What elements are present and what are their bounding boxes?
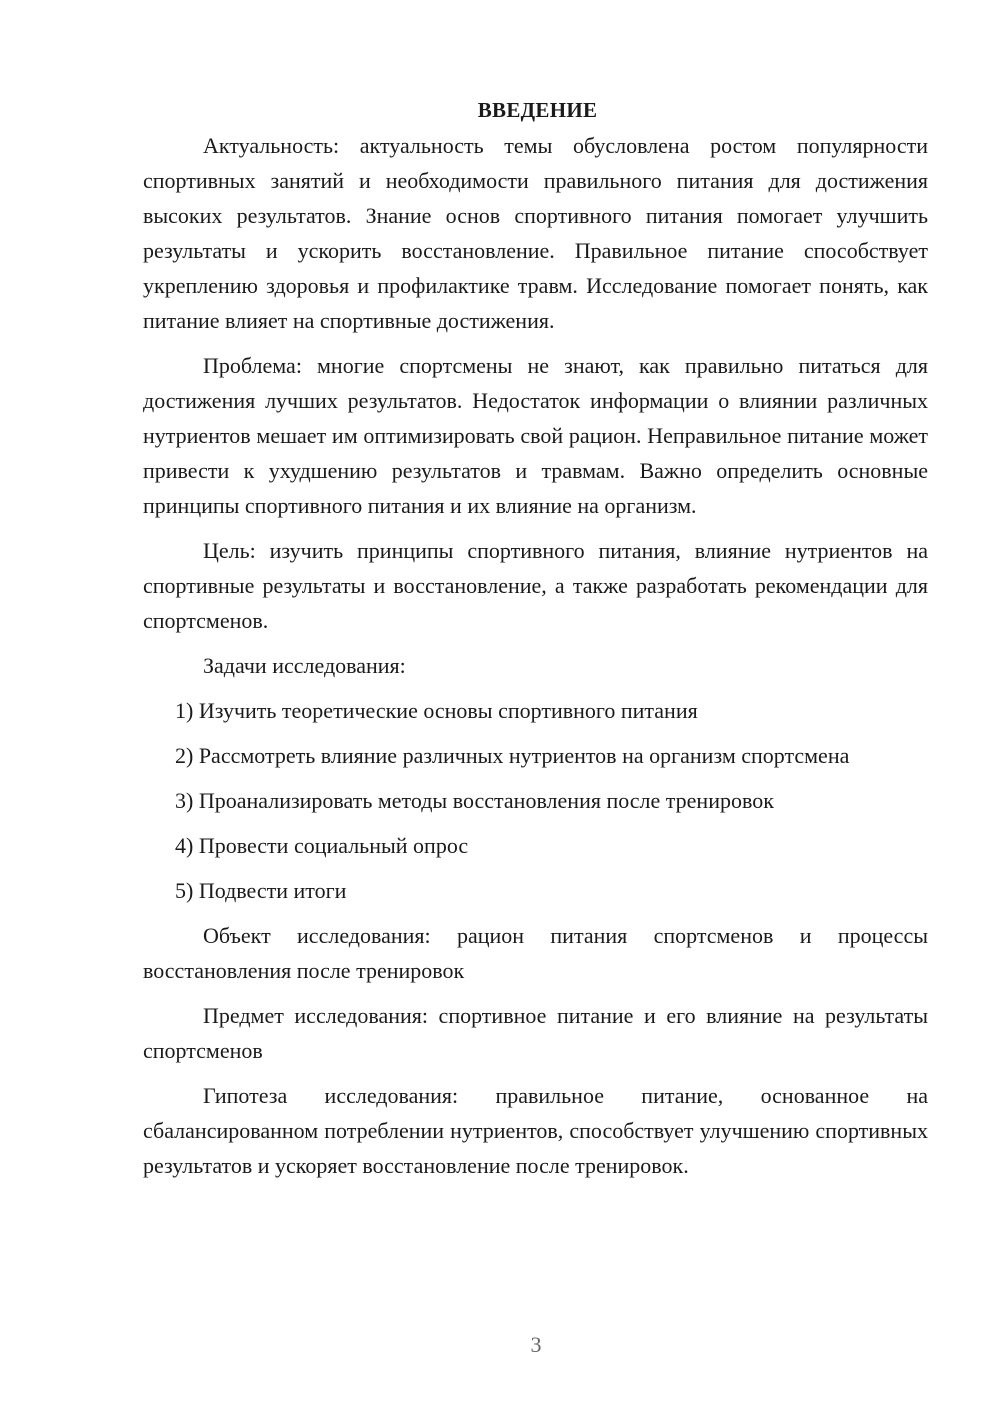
task-item-4: 4) Провести социальный опрос	[175, 833, 469, 858]
subject-paragraph: Предмет исследования: спортивное питание и его влияние на результаты спортсменов	[143, 1003, 928, 1063]
task-item-2: 2) Рассмотреть влияние различных нутриентов на организм спортсмена	[175, 743, 850, 768]
task-item-1: 1) Изучить теоретические основы спортивного питания	[175, 698, 698, 723]
object-paragraph: Объект исследования: рацион питания спортсменов и процессы восстановления после тренировок	[143, 923, 928, 983]
tasks-title: Задачи исследования:	[203, 653, 406, 678]
goal-paragraph: Цель: изучить принципы спортивного питания, влияние нутриентов на спортивные результаты и восстановление, а также разработать рекомендации для спортсменов.	[143, 538, 928, 633]
page-title: ВВЕДЕНИЕ	[477, 98, 598, 122]
page-number: 3	[530, 1332, 542, 1357]
relevance-paragraph: Актуальность: актуальность темы обусловлена ростом популярности спортивных занятий и необходимости правильного питания для достижения высоких результатов. Знание основ спортивного питания помогает улучшить результаты и ускорить восстановление. Правильное питание способствует укреплению здоровья и профилактике травм. Исследование помогает понять, как питание влияет на спортивные достижения.	[143, 133, 928, 333]
hypothesis-paragraph: Гипотеза исследования: правильное питание, основанное на сбалансированном потреблении нутриентов, способствует улучшению спортивных результатов и ускоряет восстановление после тренировок.	[143, 1083, 928, 1178]
task-item-3: 3) Проанализировать методы восстановления после тренировок	[175, 788, 774, 813]
page-content	[143, 92, 928, 1193]
problem-paragraph: Проблема: многие спортсмены не знают, как правильно питаться для достижения лучших результатов. Недостаток информации о влиянии различных нутриентов мешает им оптимизировать свой рацион. Неправильное питание может привести к ухудшению результатов и травмам. Важно определить основные принципы спортивного питания и их влияние на организм.	[143, 353, 928, 518]
task-item-5: 5) Подвести итоги	[175, 878, 347, 903]
